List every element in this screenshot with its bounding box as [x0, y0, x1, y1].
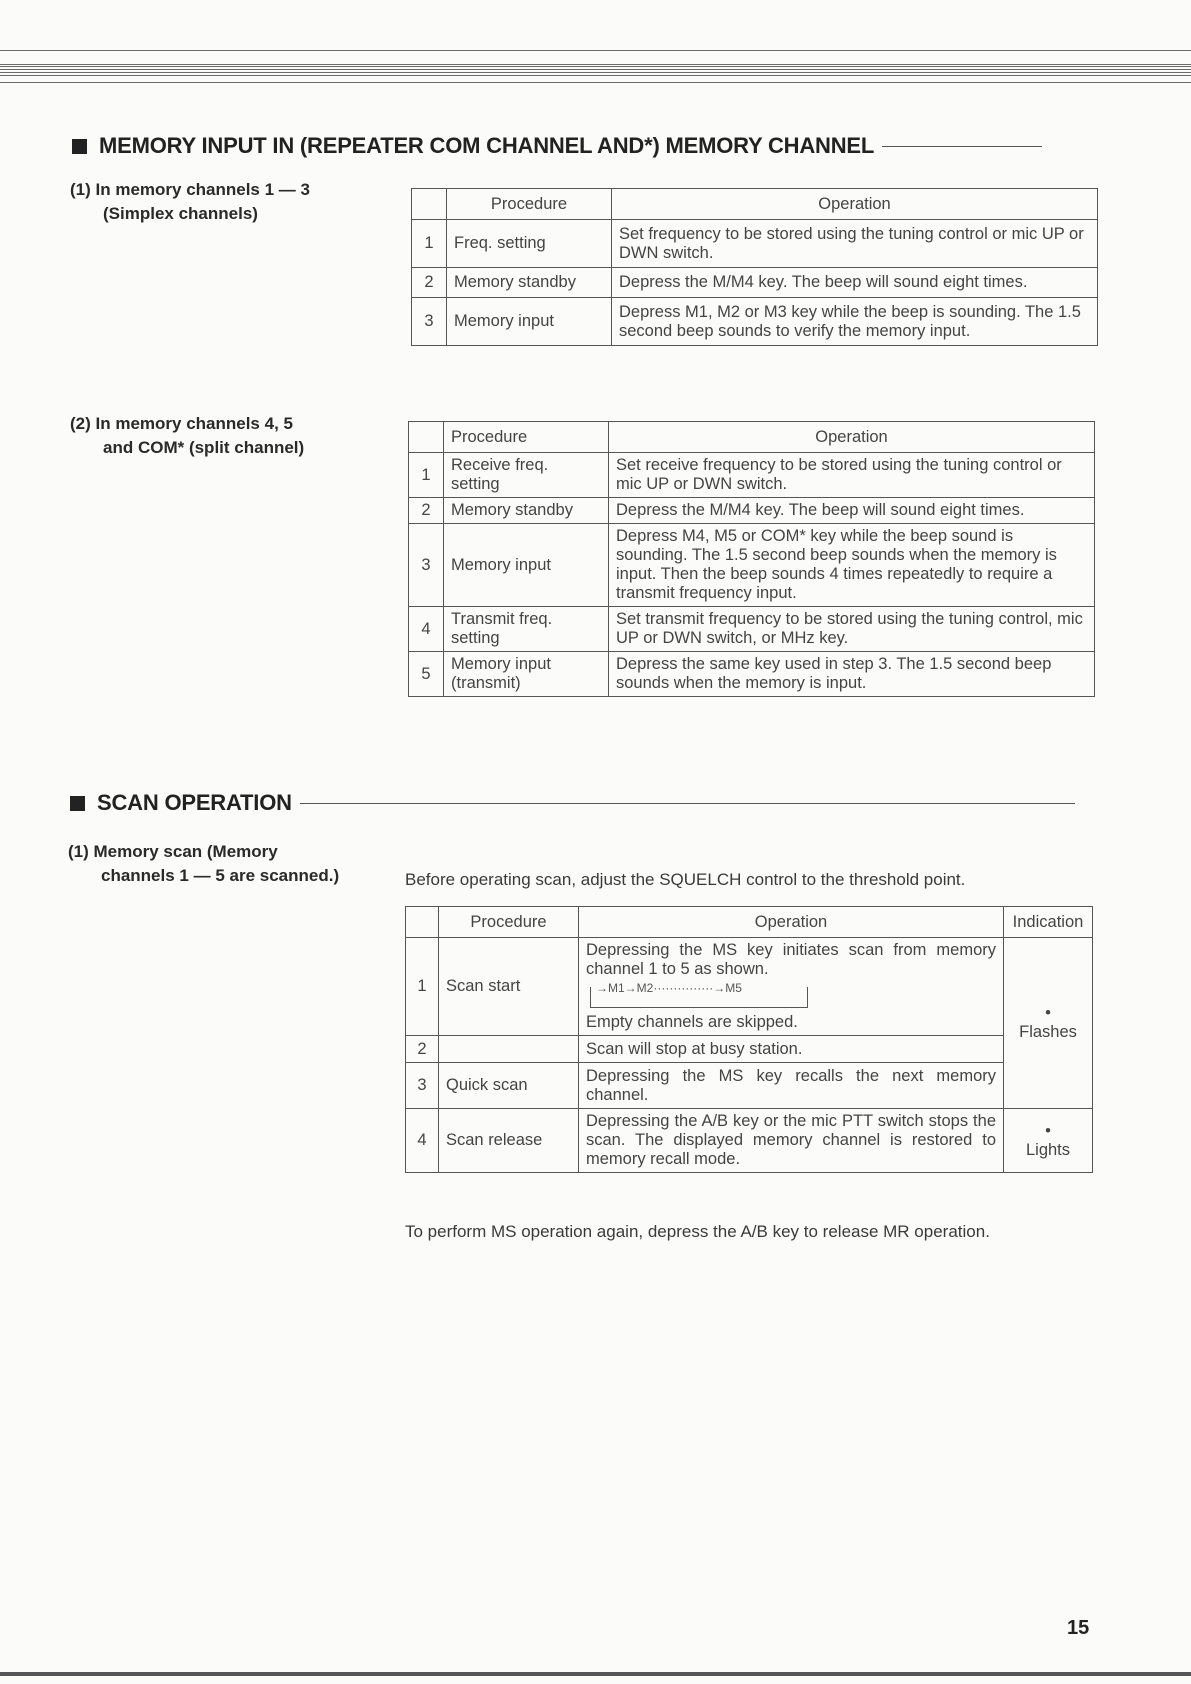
operation-cell: Set frequency to be stored using the tuning control or mic UP or DWN switch.	[612, 220, 1098, 268]
top-rule-lines	[0, 50, 1191, 84]
operation-text: Depressing the MS key initiates scan from memory channel 1 to 5 as shown.	[586, 941, 996, 978]
indication-cell-flashes	[1004, 938, 1093, 1109]
table-row	[409, 498, 1095, 524]
procedure-cell: Quick scan	[439, 1063, 579, 1109]
table-header-row	[409, 422, 1095, 453]
indication-label: Flashes	[1019, 1023, 1077, 1041]
operation-cell: Depress the same key used in step 3. The 1.5 second beep sounds when the memory is input.	[609, 652, 1095, 697]
square-bullet-icon	[72, 139, 87, 154]
table-row	[406, 938, 1093, 1036]
table-row	[412, 268, 1098, 298]
subheading-line: (Simplex channels)	[103, 204, 258, 223]
operation-cell: Set transmit frequency to be stored using the tuning control, mic UP or DWN switch, or MHz key.	[609, 607, 1095, 652]
step-number: 3	[409, 524, 444, 607]
scan-intro-text: Before operating scan, adjust the SQUELCH control to the threshold point.	[405, 870, 966, 889]
operation-cell: Depressing the MS key recalls the next memory channel.	[579, 1063, 1004, 1109]
square-bullet-icon	[70, 796, 85, 811]
operation-cell: Depress M1, M2 or M3 key while the beep is sounding. The 1.5 second beep sounds to verify the memory input.	[612, 298, 1098, 346]
section-title: MEMORY INPUT IN (REPEATER COM CHANNEL AND*) MEMORY CHANNEL	[99, 133, 875, 158]
subheading-memory-scan	[68, 840, 339, 888]
procedure-cell: Scan start	[439, 938, 579, 1036]
table-row	[409, 607, 1095, 652]
memory-input-table-simplex	[411, 188, 1098, 346]
step-number: 3	[412, 298, 447, 346]
section-heading-memory-input	[72, 133, 1042, 159]
subheading-line: channels 1 — 5 are scanned.)	[101, 866, 340, 885]
procedure-cell: Memory input	[447, 298, 612, 346]
bullet-icon: •	[1045, 1121, 1051, 1140]
procedure-cell: Memory standby	[444, 498, 609, 524]
procedure-cell: Memory input (transmit)	[444, 652, 609, 697]
header-cell: Procedure	[439, 907, 579, 938]
step-number: 4	[406, 1109, 439, 1173]
header-cell: Indication	[1004, 907, 1093, 938]
header-cell: Procedure	[447, 189, 612, 220]
operation-cell: Scan will stop at busy station.	[579, 1036, 1004, 1063]
bottom-rule-line	[0, 1672, 1191, 1676]
procedure-cell: Transmit freq. setting	[444, 607, 609, 652]
table-row	[406, 1109, 1093, 1173]
page-number: 15	[1067, 1617, 1090, 1639]
memory-input-table-split	[408, 421, 1095, 697]
procedure-cell: Freq. setting	[447, 220, 612, 268]
procedure-cell: Receive freq. setting	[444, 453, 609, 498]
heading-rule	[300, 803, 1075, 804]
table-row	[406, 1063, 1093, 1109]
table-header-row	[406, 907, 1093, 938]
subheading-line: and COM* (split channel)	[103, 438, 305, 457]
step-number: 5	[409, 652, 444, 697]
operation-cell	[579, 938, 1004, 1036]
subheading-line: (1) Memory scan (Memory	[68, 842, 278, 861]
procedure-cell: Scan release	[439, 1109, 579, 1173]
table-row	[412, 220, 1098, 268]
operation-cell: Depress the M/M4 key. The beep will sound eight times.	[609, 498, 1095, 524]
subheading-line: (2) In memory channels 4, 5	[70, 414, 293, 433]
operation-cell: Depressing the A/B key or the mic PTT switch stops the scan. The displayed memory channel is restored to memory recall mode.	[579, 1109, 1004, 1173]
header-cell: Procedure	[444, 422, 609, 453]
table-row	[409, 453, 1095, 498]
indication-cell-lights	[1004, 1109, 1093, 1173]
procedure-cell: Memory standby	[447, 268, 612, 298]
subheading-split	[70, 412, 304, 460]
header-cell	[406, 907, 439, 938]
step-number: 2	[406, 1036, 439, 1063]
diagram-label: →M1→M2···············→M5	[596, 981, 742, 995]
operation-cell: Set receive frequency to be stored using the tuning control or mic UP or DWN switch.	[609, 453, 1095, 498]
step-number: 4	[409, 607, 444, 652]
procedure-cell	[439, 1036, 579, 1063]
procedure-cell: Memory input	[444, 524, 609, 607]
section-heading-scan-operation	[70, 790, 1075, 816]
table-row	[409, 652, 1095, 697]
header-cell	[412, 189, 447, 220]
section-title: SCAN OPERATION	[97, 790, 292, 815]
step-number: 3	[406, 1063, 439, 1109]
table-row	[412, 298, 1098, 346]
operation-cell: Depress the M/M4 key. The beep will sound eight times.	[612, 268, 1098, 298]
operation-cell: Depress M4, M5 or COM* key while the beep sound is sounding. The 1.5 second beep sounds when the memory is input. Then the beep sounds 4 times repeatedly to require a transmit frequency input.	[609, 524, 1095, 607]
scan-loop-diagram	[586, 979, 826, 1013]
header-cell: Operation	[609, 422, 1095, 453]
header-cell: Operation	[612, 189, 1098, 220]
bullet-icon: •	[1045, 1004, 1051, 1022]
scan-footer-note: To perform MS operation again, depress the A/B key to release MR operation.	[405, 1222, 990, 1241]
subheading-simplex	[70, 178, 310, 226]
table-header-row	[412, 189, 1098, 220]
loop-arrow-icon	[590, 987, 808, 1008]
heading-rule	[882, 146, 1042, 147]
step-number: 1	[406, 938, 439, 1036]
header-cell	[409, 422, 444, 453]
step-number: 1	[412, 220, 447, 268]
step-number: 2	[409, 498, 444, 524]
table-row	[409, 524, 1095, 607]
indication-label: Lights	[1025, 1140, 1071, 1159]
step-number: 1	[409, 453, 444, 498]
header-cell: Operation	[579, 907, 1004, 938]
operation-text: Empty channels are skipped.	[586, 1013, 798, 1031]
step-number: 2	[412, 268, 447, 298]
scan-operation-table	[405, 906, 1093, 1173]
subheading-line: (1) In memory channels 1 — 3	[70, 180, 310, 199]
table-row	[406, 1036, 1093, 1063]
